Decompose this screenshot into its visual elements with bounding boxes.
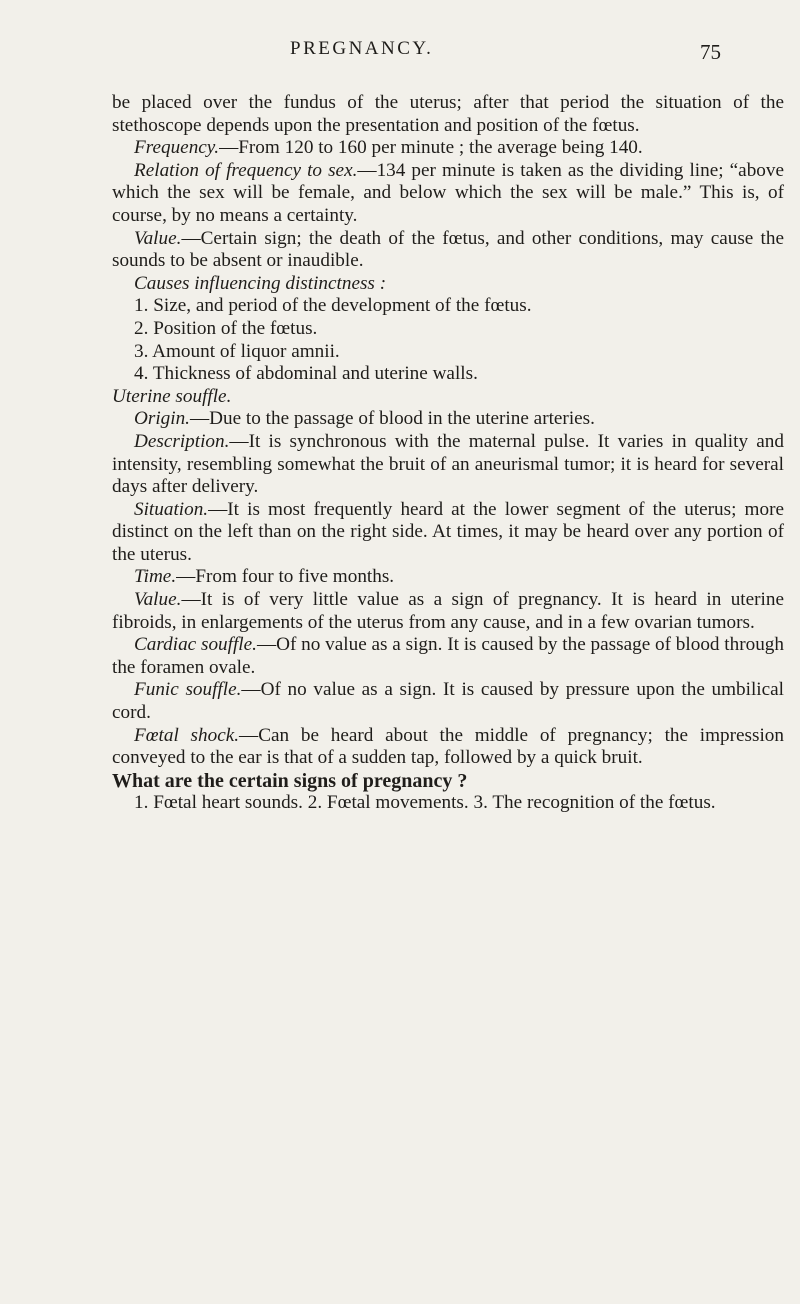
side-heading: Fœtal shock.: [134, 724, 240, 746]
side-heading: Value.: [134, 227, 182, 249]
paragraph: [112, 499, 784, 567]
paragraph: [112, 408, 784, 431]
paragraph: [112, 92, 784, 137]
paragraph: [112, 431, 784, 499]
side-heading: Funic souffle.: [134, 679, 242, 701]
paragraph: [112, 566, 784, 589]
side-heading: Description.: [134, 430, 230, 452]
paragraph: [112, 634, 784, 679]
side-heading: Time.: [134, 566, 177, 588]
paragraph-text: —From 120 to 160 per minute ; the average being 140.: [219, 137, 643, 159]
list-item: [112, 363, 784, 386]
paragraph: [112, 725, 784, 770]
page-body: [112, 92, 784, 815]
running-title: PREGNANCY.: [290, 38, 434, 59]
side-heading: Value.: [134, 589, 182, 611]
list-item-text: 3. Amount of liquor amnii.: [134, 340, 340, 362]
list-item-text: 2. Position of the fœtus.: [134, 317, 318, 339]
paragraph-text: —Certain sign; the death of the fœtus, and other conditions, may cause the sounds to be absent or inaudible.: [112, 227, 784, 272]
paragraph: [112, 679, 784, 724]
paragraph: [112, 273, 784, 296]
paragraph-text: —It is synchronous with the maternal pulse. It varies in quality and intensity, resembling somewhat the bruit of an aneurismal tumor; it is heard for several days after delivery.: [112, 430, 784, 498]
paragraph-text: —134 per minute is taken as the dividing line; “above which the sex will be female, and below which the sex will be male.” This is, of course, by no means a certainty.: [112, 159, 784, 226]
question-heading: What are the certain signs of pregnancy ?: [112, 769, 468, 792]
paragraph-text: —Of no value as a sign. It is caused by pressure upon the umbilical cord.: [112, 679, 784, 724]
list-item: [112, 341, 784, 364]
paragraph-text: —It is most frequently heard at the lower segment of the uterus; more distinct on the left than on the right side. At times, it may be heard over any portion of the uterus.: [112, 498, 784, 565]
side-heading: Situation.: [134, 498, 209, 520]
side-heading: Frequency.: [134, 137, 220, 159]
page-number: 75: [700, 40, 721, 64]
section-heading: [112, 386, 784, 409]
page-header: [0, 38, 800, 66]
paragraph-text: be placed over the fundus of the uterus; after that period the situation of the stethoscope depends upon the presentation and position of the fœtus.: [112, 92, 784, 136]
paragraph: [112, 589, 784, 634]
paragraph-text: —It is of very little value as a sign of pregnancy. It is heard in uterine fibroids, in enlargements of the uterus from any cause, and in a few ovarian tumors.: [112, 589, 784, 633]
list-item-text: 4. Thickness of abdominal and uterine walls.: [134, 363, 478, 385]
side-heading: Relation of frequency to sex.: [134, 159, 358, 181]
side-heading: Origin.: [134, 408, 190, 430]
list-item: [112, 318, 784, 341]
paragraph-text: —From four to five months.: [176, 566, 395, 588]
paragraph: [112, 160, 784, 228]
side-heading: Uterine souffle.: [112, 385, 232, 407]
side-heading: Cardiac souffle.: [134, 634, 257, 656]
list-item-text: 1. Size, and period of the development of the fœtus.: [134, 295, 532, 317]
list-item: [112, 295, 784, 318]
paragraph-text: —Due to the passage of blood in the uterine arteries.: [189, 408, 595, 430]
paragraph: [112, 137, 784, 160]
answer-text: 1. Fœtal heart sounds. 2. Fœtal movements. 3. The recognition of the fœtus.: [134, 792, 716, 814]
paragraph-text: —Can be heard about the middle of pregnancy; the impression conveyed to the ear is that of a sudden tap, followed by a quick bruit.: [112, 724, 784, 769]
paragraph-text: —Of no value as a sign. It is caused by the passage of blood through the foramen ovale.: [112, 634, 784, 678]
paragraph: [112, 228, 784, 273]
side-heading: Causes influencing distinctness :: [134, 272, 387, 294]
